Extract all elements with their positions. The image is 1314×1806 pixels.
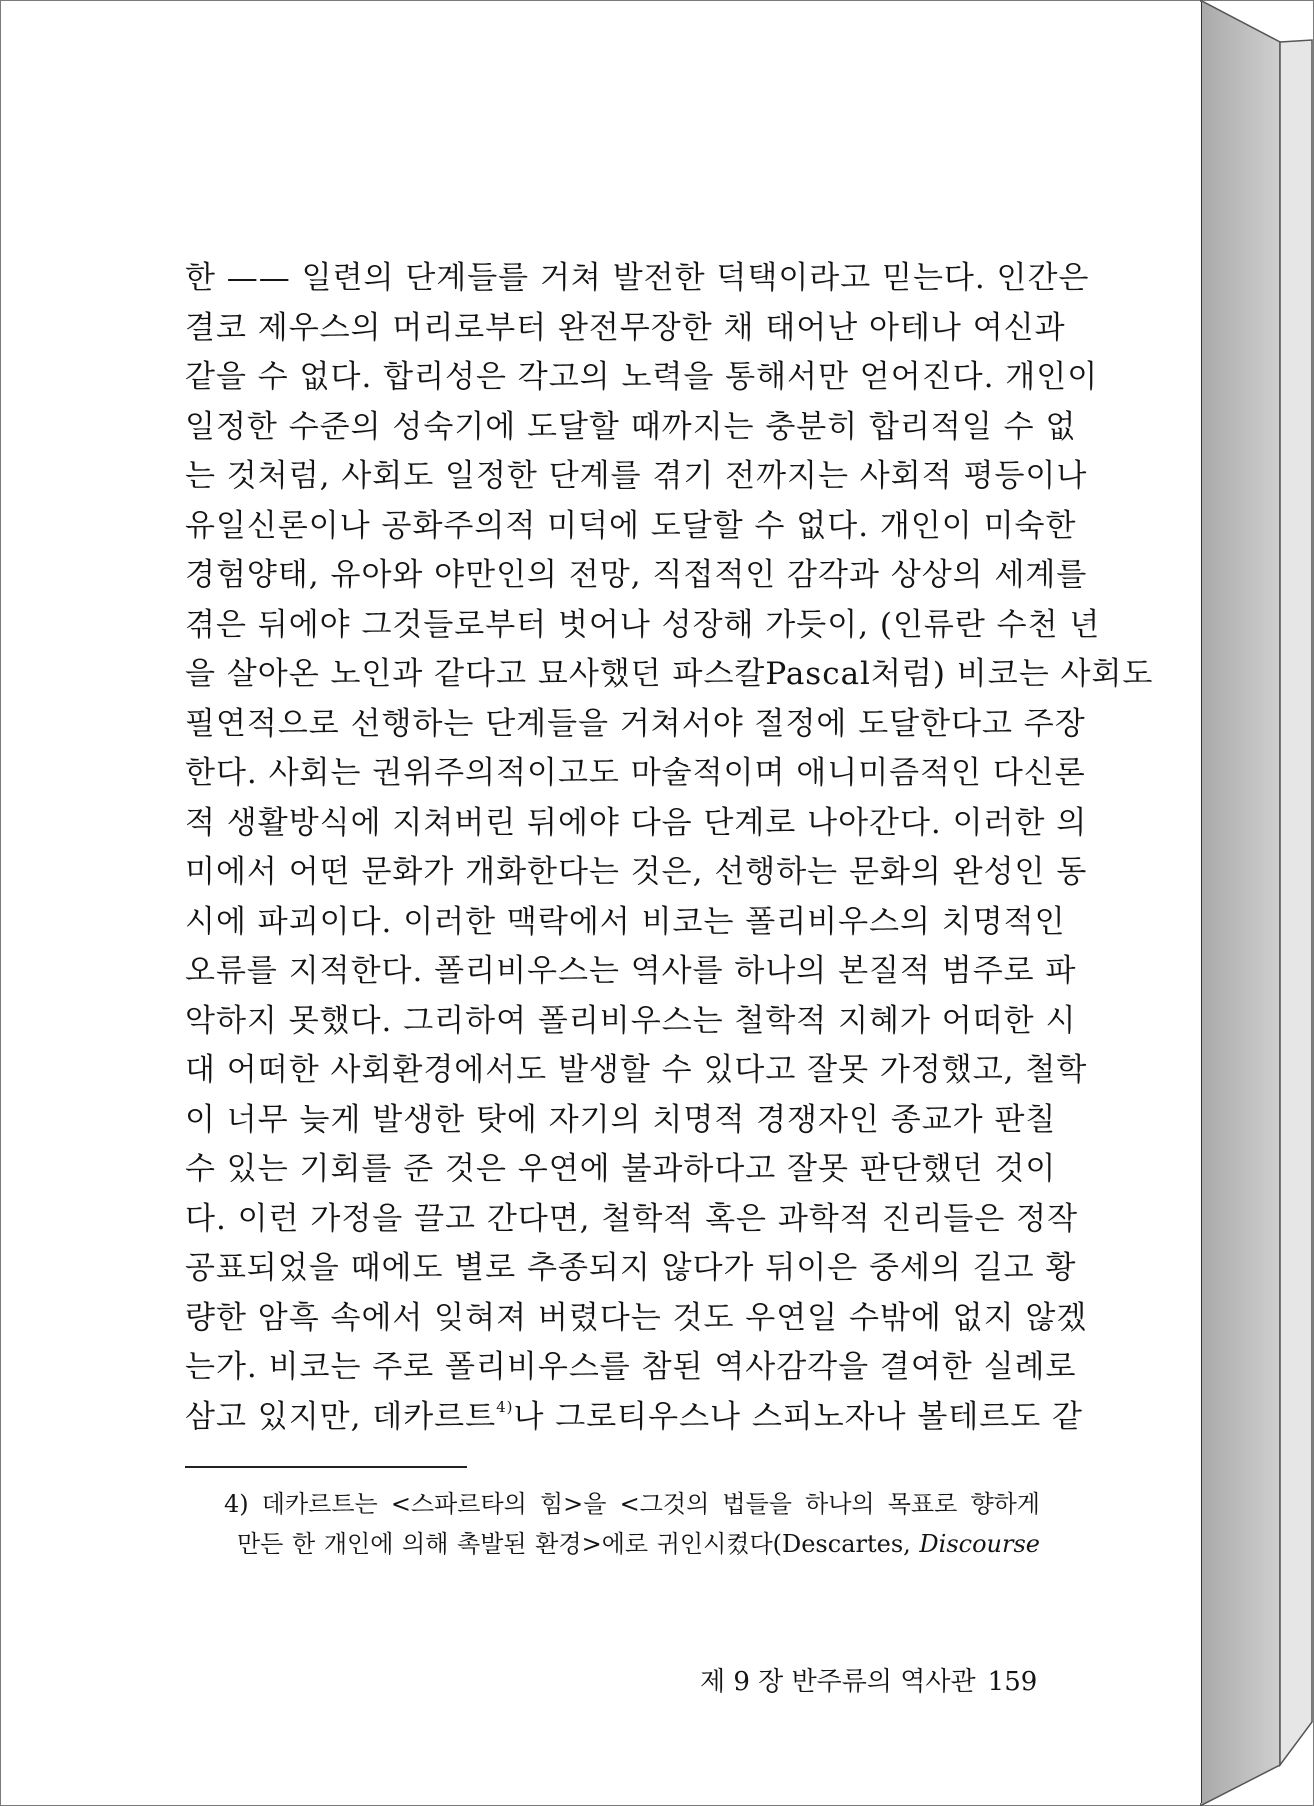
- body-line-start: 삼고 있지만, 데카르트: [185, 1398, 497, 1435]
- footnote-line: 4) 데카르트는 <스파르타의 힘>을 <그것의 법들을 하나의 목표로 향하게: [224, 1490, 1040, 1518]
- body-line: 같을 수 없다. 합리성은 각고의 노력을 통해서만 얻어진다. 개인이: [185, 359, 1099, 395]
- footnote-separator: [185, 1466, 467, 1468]
- footnote-line: [237, 1524, 1040, 1564]
- footnote-reference-marker: 4): [496, 1397, 514, 1416]
- body-line: 이 너무 늦게 발생한 탓에 자기의 치명적 경쟁자인 종교가 판칠: [185, 1101, 1057, 1138]
- body-line: 필연적으로 선행하는 단계들을 거쳐서야 절정에 도달한다고 주장: [185, 705, 1086, 742]
- body-line: 악하지 못했다. 그리하여 폴리비우스는 철학적 지혜가 어떠한 시: [185, 1002, 1077, 1039]
- body-line: 는가. 비코는 주로 폴리비우스를 참된 역사감각을 결여한 실례로: [185, 1349, 1077, 1385]
- body-line: 량한 암흑 속에서 잊혀져 버렸다는 것도 우연일 수밖에 없지 않겠: [185, 1299, 1088, 1336]
- footnote: [224, 1484, 1040, 1564]
- body-line: 시에 파괴이다. 이러한 맥락에서 비코는 폴리비우스의 치명적인: [185, 903, 1066, 940]
- body-line-end: 나 그로티우스나 스피노자나 볼테르도 같: [513, 1398, 1083, 1435]
- page-number: 159: [987, 1667, 1038, 1697]
- body-line: 오류를 지적한다. 폴리비우스는 역사를 하나의 본질적 범주로 파: [185, 953, 1077, 989]
- book-spine: [1200, 0, 1314, 1806]
- body-line: 한 —— 일련의 단계들를 거쳐 발전한 덕택이라고 믿는다. 인간은: [185, 260, 1090, 296]
- body-text: [185, 254, 1154, 1442]
- body-line: 다. 이런 가정을 끌고 간다면, 철학적 혹은 과학적 진리들은 정작: [185, 1200, 1079, 1237]
- body-line: 수 있는 기회를 준 것은 우연에 불과하다고 잘못 판단했던 것이: [185, 1151, 1057, 1187]
- body-line: 겪은 뒤에야 그것들로부터 벗어나 성장해 가듯이, (인류란 수천 년: [185, 606, 1101, 643]
- body-line: 미에서 어떤 문화가 개화한다는 것은, 선행하는 문화의 완성인 동: [185, 854, 1088, 890]
- body-line: 경험양태, 유아와 야만인의 전망, 직접적인 감각과 상상의 세계를: [185, 557, 1088, 593]
- running-footer: [700, 1662, 1038, 1702]
- body-line: 대 어떠한 사회환경에서도 발생할 수 있다고 잘못 가정했고, 철학: [185, 1052, 1088, 1088]
- body-line: 을 살아온 노인과 같다고 묘사했던 파스칼Pascal처럼) 비코는 사회도: [185, 656, 1154, 692]
- footnote-text: 만든 한 개인에 의해 촉발된 환경>에로 귀인시켰다(Descartes,: [237, 1530, 911, 1558]
- body-line: 공표되었을 때에도 별로 추종되지 않다가 뒤이은 중세의 길고 황: [185, 1250, 1077, 1286]
- footnote-italic-title: Discourse: [919, 1530, 1040, 1558]
- body-line: 적 생활방식에 지쳐버린 뒤에야 다음 단계로 나아간다. 이러한 의: [185, 804, 1088, 841]
- body-line: 일정한 수준의 성숙기에 도달할 때까지는 충분히 합리적일 수 없: [185, 408, 1077, 445]
- body-line: 는 것처럼, 사회도 일정한 단계를 겪기 전까지는 사회적 평등이나: [185, 458, 1088, 494]
- body-line: 유일신론이나 공화주의적 미덕에 도달할 수 없다. 개인이 미숙한: [185, 507, 1077, 544]
- chapter-title: 제 9 장 반주류의 역사관: [700, 1667, 976, 1697]
- body-line: 한다. 사회는 권위주의적이고도 마술적이며 애니미즘적인 다신론: [185, 755, 1086, 791]
- body-line-with-footnote-ref: [185, 1393, 1083, 1443]
- body-line: 결코 제우스의 머리로부터 완전무장한 채 태어난 아테나 여신과: [185, 309, 1066, 346]
